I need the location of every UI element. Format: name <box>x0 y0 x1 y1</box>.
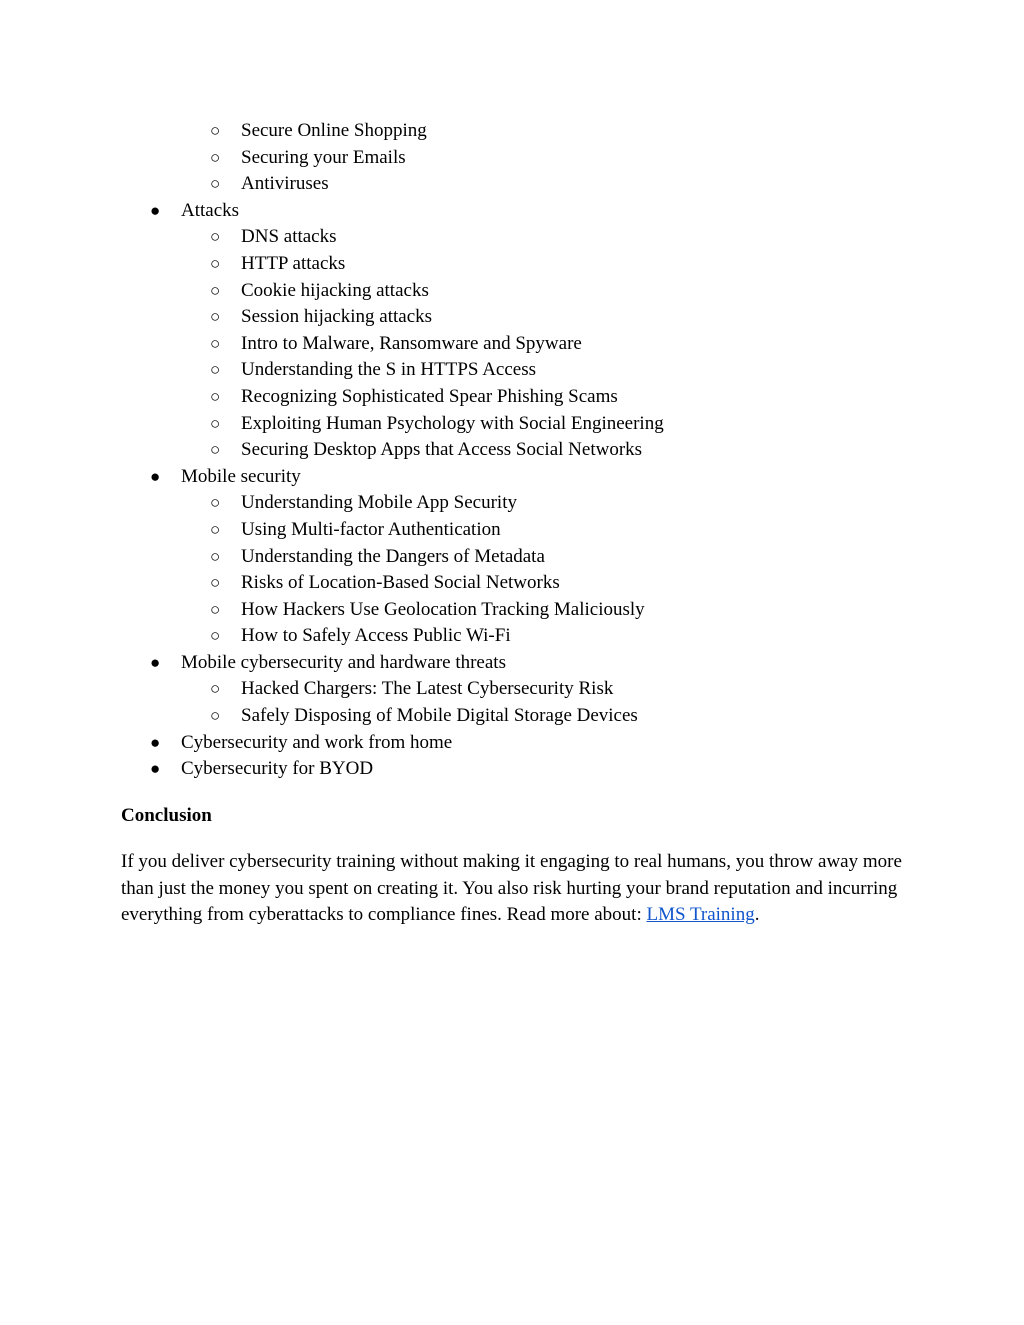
list-item-level2 <box>0 357 1024 384</box>
hollow-bullet-icon: ○ <box>210 227 221 247</box>
list-item-text: Hacked Chargers: The Latest Cybersecurity Risk <box>241 678 614 700</box>
list-item-text: DNS attacks <box>241 226 337 248</box>
list-item-text: Risks of Location-Based Social Networks <box>241 572 560 594</box>
filled-bullet-icon: ● <box>150 466 161 486</box>
list-item-text: Secure Online Shopping <box>241 120 427 141</box>
hollow-bullet-icon: ○ <box>210 573 221 593</box>
list-item-level2 <box>0 224 1024 251</box>
list-item-text: Session hijacking attacks <box>241 306 433 328</box>
list-item-level2 <box>0 676 1024 703</box>
filled-bullet-icon: ● <box>150 652 161 672</box>
list-item-text: Securing your Emails <box>241 146 406 168</box>
list-item-level1 <box>0 756 1024 783</box>
list-item-level1 <box>0 730 1024 757</box>
list-item-text: Safely Disposing of Mobile Digital Storage Devices <box>241 705 638 727</box>
hollow-bullet-icon: ○ <box>210 386 221 406</box>
list-item-level1 <box>0 198 1024 225</box>
list-item-level1 <box>0 650 1024 677</box>
list-item-level2 <box>0 331 1024 358</box>
hollow-bullet-icon: ○ <box>210 174 221 194</box>
hollow-bullet-icon: ○ <box>210 121 221 140</box>
hollow-bullet-icon: ○ <box>210 253 221 273</box>
list-item-level2 <box>0 171 1024 198</box>
list-item-text: Cybersecurity and work from home <box>181 731 453 753</box>
list-item-level2 <box>0 490 1024 517</box>
list-item-text: Cookie hijacking attacks <box>241 279 429 301</box>
list-item-level2 <box>0 437 1024 464</box>
hollow-bullet-icon: ○ <box>210 440 221 460</box>
hollow-bullet-icon: ○ <box>210 546 221 566</box>
hollow-bullet-icon: ○ <box>210 413 221 433</box>
filled-bullet-icon: ● <box>150 759 161 779</box>
conclusion-trailing-period: . <box>754 904 760 926</box>
course-outline-list <box>0 118 1024 783</box>
hollow-bullet-icon: ○ <box>210 599 221 619</box>
list-item-level2 <box>0 384 1024 411</box>
hollow-bullet-icon: ○ <box>210 679 221 699</box>
filled-bullet-icon: ● <box>150 200 161 220</box>
conclusion-heading: Conclusion <box>121 805 212 826</box>
list-item-level1 <box>0 464 1024 491</box>
hollow-bullet-icon: ○ <box>210 493 221 513</box>
list-item-level2 <box>0 623 1024 650</box>
hollow-bullet-icon: ○ <box>210 333 221 353</box>
list-item-text: Mobile cybersecurity and hardware threats <box>181 651 506 673</box>
hollow-bullet-icon: ○ <box>210 706 221 726</box>
list-item-text: Using Multi-factor Authentication <box>241 518 501 540</box>
list-item-text: Intro to Malware, Ransomware and Spyware <box>241 332 582 354</box>
list-item-level2 <box>0 304 1024 331</box>
list-item-text: Mobile security <box>181 465 301 487</box>
list-item-level2 <box>0 411 1024 438</box>
list-item-level2 <box>0 145 1024 172</box>
list-item-text: Understanding the Dangers of Metadata <box>241 545 545 567</box>
list-item-text: How Hackers Use Geolocation Tracking Maliciously <box>241 598 645 620</box>
list-item-level2 <box>0 570 1024 597</box>
list-item-text: Attacks <box>181 199 240 221</box>
list-item-text: Understanding Mobile App Security <box>241 492 517 514</box>
hollow-bullet-icon: ○ <box>210 626 221 646</box>
list-item-level2 <box>0 278 1024 305</box>
list-item-level2 <box>0 703 1024 730</box>
list-item-text: How to Safely Access Public Wi-Fi <box>241 625 511 647</box>
list-item-text: Antiviruses <box>241 173 329 195</box>
hollow-bullet-icon: ○ <box>210 307 221 327</box>
conclusion-body-text: If you deliver cybersecurity training without making it engaging to real humans, you throw away more than just the money you spent on creating it. You also risk hurting your brand reputation and incurring everything from cyberattacks to compliance fines. Read more about: <box>121 851 902 926</box>
lms-training-link[interactable]: LMS Training <box>646 904 755 926</box>
filled-bullet-icon: ● <box>150 732 161 752</box>
list-item-text: Understanding the S in HTTPS Access <box>241 359 537 381</box>
hollow-bullet-icon: ○ <box>210 360 221 380</box>
conclusion-paragraph <box>121 849 911 929</box>
list-item-level2 <box>0 118 1024 145</box>
list-item-level2 <box>0 597 1024 624</box>
list-item-level2 <box>0 251 1024 278</box>
list-item-level2 <box>0 517 1024 544</box>
list-item-level2 <box>0 544 1024 571</box>
list-item-text: HTTP attacks <box>241 252 346 274</box>
hollow-bullet-icon: ○ <box>210 519 221 539</box>
list-item-text: Cybersecurity for BYOD <box>181 758 374 780</box>
hollow-bullet-icon: ○ <box>210 280 221 300</box>
list-item-text: Exploiting Human Psychology with Social Engineering <box>241 412 664 434</box>
hollow-bullet-icon: ○ <box>210 147 221 167</box>
list-item-text: Recognizing Sophisticated Spear Phishing Scams <box>241 385 618 407</box>
list-item-text: Securing Desktop Apps that Access Social Networks <box>241 439 643 461</box>
